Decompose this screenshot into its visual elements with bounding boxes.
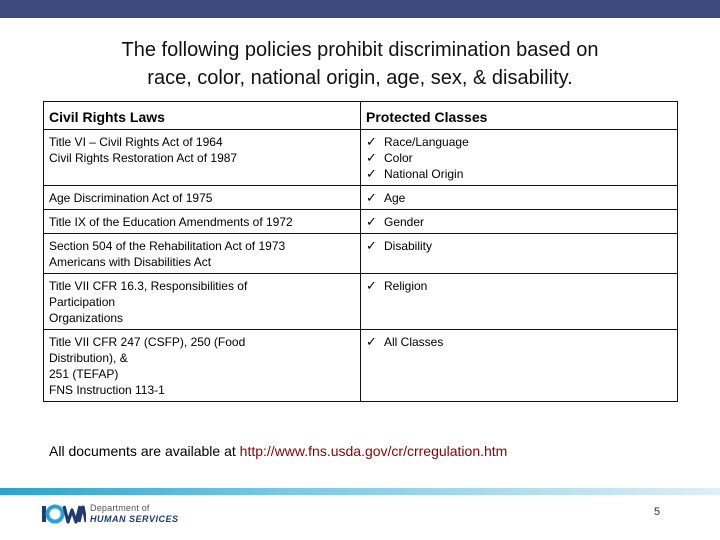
protected-class-label: Religion <box>384 279 428 293</box>
law-cell <box>44 186 361 210</box>
checkmark-icon: ✓ <box>366 214 377 229</box>
regulation-link[interactable]: http://www.fns.usda.gov/cr/crregulation.htm <box>239 443 508 459</box>
protected-class-label: Disability <box>384 239 433 253</box>
protected-classes-cell <box>361 274 678 330</box>
protected-class-item <box>366 334 672 350</box>
footer-accent-strip <box>0 488 720 495</box>
documents-note <box>49 443 507 459</box>
slide-title <box>40 36 680 92</box>
protected-class-label: National Origin <box>384 167 464 181</box>
table-row <box>44 234 678 274</box>
slide-title-line-1: The following policies prohibit discrimination based on <box>121 39 599 61</box>
law-line: Section 504 of the Rehabilitation Act of 1973 <box>49 239 286 253</box>
protected-classes-cell <box>361 234 678 274</box>
protected-classes-cell <box>361 186 678 210</box>
protected-class-item <box>366 150 672 166</box>
page-number: 5 <box>654 506 661 518</box>
law-line: Age Discrimination Act of 1975 <box>49 191 213 205</box>
table-header-row <box>44 102 678 130</box>
law-cell <box>44 330 361 402</box>
law-cell <box>44 234 361 274</box>
law-line: Title VII CFR 16.3, Responsibilities of <box>49 279 248 293</box>
table-row <box>44 210 678 234</box>
protected-class-label: All Classes <box>384 335 444 349</box>
law-cell <box>44 130 361 186</box>
law-line: FNS Instruction 113-1 <box>49 383 165 397</box>
checkmark-icon: ✓ <box>366 134 377 149</box>
civil-rights-table <box>43 101 678 402</box>
protected-class-item <box>366 190 672 206</box>
checkmark-icon: ✓ <box>366 150 377 165</box>
iowa-logo-icon <box>42 501 86 527</box>
law-line: Organizations <box>49 311 124 325</box>
table-row <box>44 186 678 210</box>
logo-line-1: Department of <box>90 503 150 513</box>
protected-classes-cell <box>361 210 678 234</box>
checkmark-icon: ✓ <box>366 166 377 181</box>
slide-title-line-2: race, color, national origin, age, sex, & disability. <box>147 67 573 89</box>
protected-classes-cell <box>361 330 678 402</box>
protected-classes-cell <box>361 130 678 186</box>
table-row <box>44 274 678 330</box>
checkmark-icon: ✓ <box>366 278 377 293</box>
law-cell <box>44 210 361 234</box>
protected-class-item <box>366 278 672 294</box>
header-protected-classes: Protected Classes <box>361 102 678 130</box>
law-line: Civil Rights Restoration Act of 1987 <box>49 151 238 165</box>
checkmark-icon: ✓ <box>366 238 377 253</box>
table-row <box>44 330 678 402</box>
law-line: Title VII CFR 247 (CSFP), 250 (Food <box>49 335 246 349</box>
header-civil-rights-laws: Civil Rights Laws <box>44 102 361 130</box>
checkmark-icon: ✓ <box>366 190 377 205</box>
law-line: Participation <box>49 295 116 309</box>
table-row <box>44 130 678 186</box>
protected-class-item <box>366 134 672 150</box>
checkmark-icon: ✓ <box>366 334 377 349</box>
logo-line-2: HUMAN SERVICES <box>90 514 179 524</box>
law-line: Title VI – Civil Rights Act of 1964 <box>49 135 223 149</box>
law-line: Distribution), & <box>49 351 128 365</box>
protected-class-item <box>366 166 672 182</box>
protected-class-label: Color <box>384 151 413 165</box>
law-cell <box>44 274 361 330</box>
law-line: 251 (TEFAP) <box>49 367 119 381</box>
logo-text <box>90 503 179 525</box>
law-line: Title IX of the Education Amendments of 1972 <box>49 215 293 229</box>
protected-class-item <box>366 214 672 230</box>
protected-class-item <box>366 238 672 254</box>
protected-class-label: Age <box>384 191 406 205</box>
documents-note-text: All documents are available at <box>49 443 240 459</box>
law-line: Americans with Disabilities Act <box>49 255 212 269</box>
top-banner-bar <box>0 0 720 18</box>
iowa-dhs-logo <box>42 500 182 528</box>
protected-class-label: Gender <box>384 215 425 229</box>
protected-class-label: Race/Language <box>384 135 469 149</box>
